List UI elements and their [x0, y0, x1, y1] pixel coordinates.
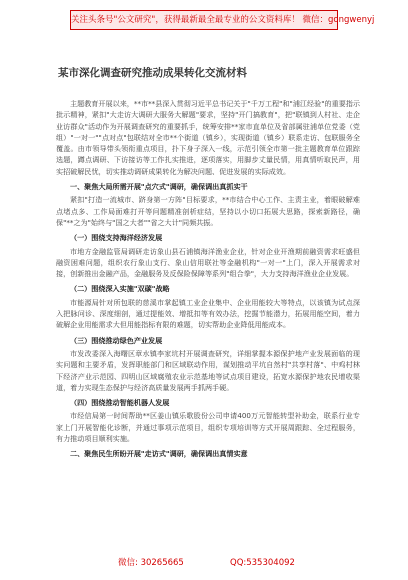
body-paragraph: 市发改委深入海曙区章水镇李家坑村开展调查研究，详细掌握本源保护地产业发展面临的现实问题和主要矛盾，发挥职能部门和区域联动作用，谋划推动平坑自然村"共享村落"、中鸡村林下经济产业示范园、四明山区域腐殖农业示范基地等试点项目建设，拓宽水源保护地农民增收渠道，着力实现生态保护与经济高质量发展两手抓两手硬。 — [56, 348, 360, 392]
body-paragraph: 主题教育开展以来，**市**县深入贯彻习近平总书记关于"千万工程"和"浦江经验"的重要指示批示精神，紧扣"大走访大调研大服务大解题"要求，坚持"开门搞教育"，把"联镇到人村社、走企业访群众"活动作为开展调查研究的重要抓手，统筹安排**家市直单位及省部属驻浦单位党委（党组）"一对一""点对点"包联结对全市**个街道（镇乡），实现街道（镇乡）联系走访、包联服务全覆盖。由市领导带头领衔重点项目，扑下身子深入一线，示范引领全市第一批主题教育单位跟踪选题，蹲点调研、下访接访等工作扎实推进，逐项落实，用脚步丈量民情，用真情听取民声，用实招破解民忧，切实推动调研成果转化为解决问题、促进发展的实际成效。 — [56, 99, 360, 176]
subsection-heading: （一）围绕支持海洋经济发展 — [70, 233, 163, 243]
section-heading: 二、聚焦民生所盼开展"走访式"调研，确保调出真情实意 — [70, 449, 248, 459]
subsection-heading: （三）围绕推动绿色产业发展 — [70, 335, 163, 345]
footer-wechat: 微信: 30265665 — [118, 558, 184, 568]
footer-qq: QQ:535304092 — [230, 558, 295, 568]
promo-banner: 关注头条号"公文研究"，获得最新最全最专业的公文资料库！ 微信：gongwenyj — [70, 10, 338, 30]
document-body — [56, 98, 360, 462]
body-paragraph: 市地方金融监管局调研走访象山县石浦镇海洋渔业企业，针对企业开渔期前融资需求旺盛但融资困难问题，组织农行象山支行、象山信用联社等金融机构"一对一"上门，深入开展需求对接，创新推出金融产品，金融服务及反保险保障等系列"组合拳"，大力支持海洋渔业企业发展。 — [56, 246, 360, 279]
body-paragraph: 市能源局针对所包联的慈溪市掌起镇工业企业集中、企业用能较大等特点，以该镇为试点深入把脉问诊、深度细剖，通过提能效、增抵扣等有效办法，挖掘节能潜力，拓展用能空间，着力破解企业用能需求大但用能指标有限的难题，切实帮助企业降低用能成本。 — [56, 297, 360, 330]
body-paragraph: 市经信局第一时间帮助**区姜山镇乐歌股份公司申请400万元智能转型补助金，联系行业专家上门开展智能化诊断，并通过事项示范项目，组织专项培训等方式开展周跟踪、全过程服务，有力推动项目顺利实施。 — [56, 411, 360, 444]
body-paragraph: 紧扣"打造一流城市、跻身第一方阵"目标要求，**市结合中心工作、主责主业，着眼破解难点堵点多、工作局面难打开等问题精准剖析症结，坚持以小切口拓展大思路，探索新路径，确保"**之为"始终与"国之大者""省之大计"同频共振。 — [56, 195, 360, 227]
section-heading: 一、聚焦大局所需开展"点穴式"调研，确保调出真抓实干 — [70, 182, 248, 192]
subsection-heading: （二）围绕深入实施"双碳"战略 — [70, 284, 170, 294]
document-title: 某市深化调查研究推动成果转化交流材料 — [58, 67, 247, 79]
footer-contact — [0, 556, 408, 570]
subsection-heading: （四）围绕推动智能机器人发展 — [70, 398, 170, 408]
